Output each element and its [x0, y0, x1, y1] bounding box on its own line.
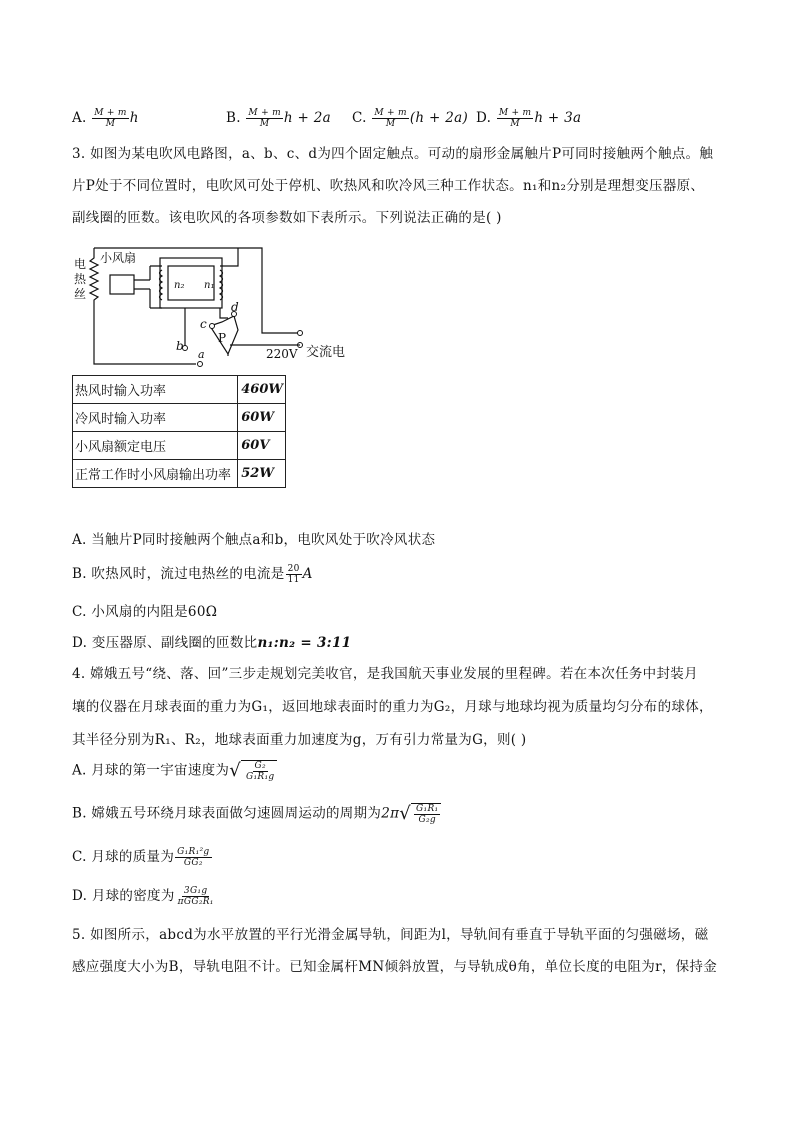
table-row — [73, 376, 286, 404]
q2-option-c: C. $\frac{M + m}{M}$ (h + 2a) — [352, 108, 469, 129]
q3-option-d: D. 变压器原、副线圈的匝数比n₁:n₂ = 3:11 — [72, 635, 352, 651]
table-cell-value: 60W — [238, 404, 286, 432]
table-cell-value: 60V — [238, 432, 286, 460]
table-row — [73, 432, 286, 460]
contact-c-label: c — [200, 317, 207, 331]
table-cell-label: 正常工作时小风扇输出功率 — [73, 460, 238, 488]
contact-b-label: b — [176, 339, 184, 353]
sqrt-sign-icon: √ $\frac{\text{G₁R₁}}{\text{G₂g}}$ — [399, 803, 441, 825]
n1-label: n₁ — [204, 280, 215, 291]
table-cell-value: 460W — [238, 376, 286, 404]
q3-spec-table — [72, 375, 286, 488]
q4-option-b: B. 嫦娥五号环绕月球表面做匀速圆周运动的周期为2π √ $\frac{\text{G₁R₁}}{\text{G₂g}}$ — [72, 803, 441, 825]
heater-label-2: 热 — [74, 272, 87, 286]
ac-label: 交流电 — [306, 345, 346, 360]
q2-option-a: A. $\frac{M + m}{M}$ h — [72, 108, 139, 129]
q3-option-a: A. 当触片P同时接触两个触点a和b，电吹风处于吹冷风状态 — [72, 532, 436, 548]
q2-option-b: B. $\frac{M + m}{M}$ h + 2a — [226, 108, 331, 129]
q3-stem-line-2: 片P处于不同位置时，电吹风可处于停机、吹热风和吹冷风三种工作状态。n₁和n₂分别是理想变压器原、 — [72, 178, 705, 194]
q5-stem-line-2: 感应强度大小为B，导轨电阻不计。已知金属杆MN倾斜放置，与导轨成θ角，单位长度的电阻为r，保持金 — [72, 959, 718, 975]
table-cell-label: 冷风时输入功率 — [73, 404, 238, 432]
q4-option-a: A. 月球的第一宇宙速度为 √ $\frac{\text{G₂}}{\text{G₁R₁g}}$ — [72, 760, 277, 782]
heater-label-3: 丝 — [74, 287, 87, 301]
sqrt-sign-icon: √ $\frac{\text{G₂}}{\text{G₁R₁g}}$ — [229, 760, 277, 782]
q4-stem-line-1: 4. 嫦娥五号“绕、落、回”三步走规划完美收官，是我国航天事业发展的里程碑。若在本次任务中封装月 — [72, 666, 698, 682]
table-row — [73, 404, 286, 432]
table-cell-label: 小风扇额定电压 — [73, 432, 238, 460]
table-row — [73, 460, 286, 488]
q4-option-c: C. 月球的质量为 $\frac{\text{G₁R₁²g}}{\text{GG₂}}$ — [72, 847, 210, 868]
hair-dryer-circuit-diagram — [70, 238, 370, 373]
q3-stem-line-3: 副线圈的匝数。该电吹风的各项参数如下表所示。下列说法正确的是( ) — [72, 210, 502, 226]
q4-option-d: D. 月球的密度为 $\frac{\text{3G₁g}}{\text{πGG₂R₁}}$ — [72, 886, 214, 907]
contact-d-label: d — [231, 300, 239, 314]
q3-option-b: B. 吹热风时，流过电热丝的电流是 $\frac{20}{11}$ A — [72, 564, 313, 585]
q3-stem-line-1: 3. 如图为某电吹风电路图，a、b、c、d为四个固定触点。可动的扇形金属触片P可同时接触两个触点。触 — [72, 146, 714, 162]
n2-label: n₂ — [174, 280, 185, 291]
heater-label-1: 电 — [74, 257, 87, 271]
fan-label: 小风扇 — [100, 251, 137, 265]
q4-stem-line-3: 其半径分别为R₁、R₂，地球表面重力加速度为g，万有引力常量为G，则( ) — [72, 732, 527, 748]
table-cell-value: 52W — [238, 460, 286, 488]
q5-stem-line-1: 5. 如图所示，abcd为水平放置的平行光滑金属导轨，间距为l，导轨间有垂直于导轨平面的匀强磁场，磁 — [72, 927, 709, 943]
q3-option-c: C. 小风扇的内阻是60Ω — [72, 604, 218, 620]
q2-option-d: D. $\frac{M + m}{M}$ h + 3a — [476, 108, 582, 129]
contact-a-label: a — [198, 348, 205, 361]
voltage-label: 220V — [266, 347, 298, 361]
q4-stem-line-2: 壤的仪器在月球表面的重力为G₁，返回地球表面时的重力为G₂，月球与地球均视为质量均匀分布的球体， — [72, 699, 713, 715]
table-cell-label: 热风时输入功率 — [73, 376, 238, 404]
slider-p-label: P — [218, 331, 227, 345]
